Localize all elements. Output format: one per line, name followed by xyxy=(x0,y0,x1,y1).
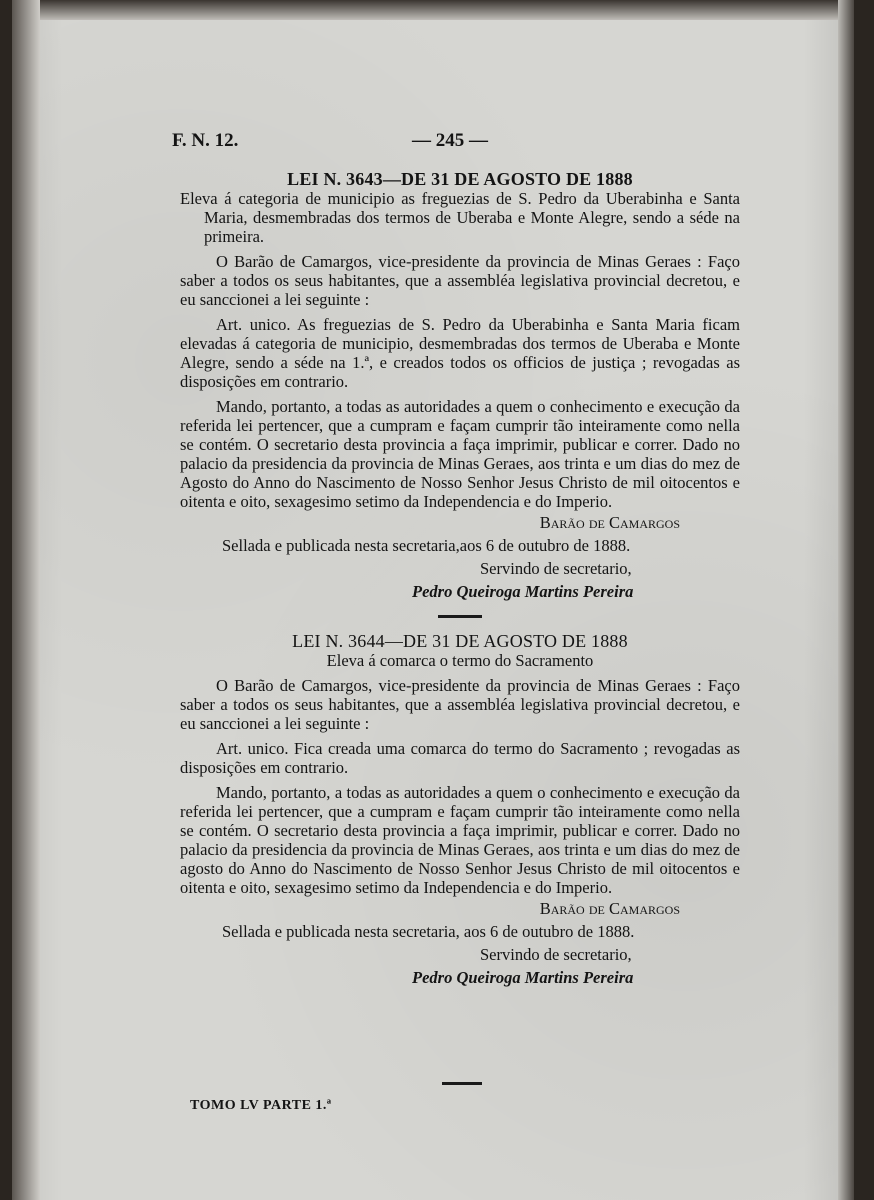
footer-separator xyxy=(442,1082,482,1085)
law-3643-secretary: Pedro Queiroga Martins Pereira xyxy=(412,582,634,601)
law-3644-secretary: Pedro Queiroga Martins Pereira xyxy=(412,968,634,987)
law-3643-preamble: O Barão de Camargos, vice-presidente da provincia de Minas Geraes : Faço saber a todos os seus habitantes, que a assembléa legislativa provincial decretou, e eu sanccionei a lei seguinte : xyxy=(180,252,740,309)
law-3643-summary: Eleva á categoria de municipio as freguezias de S. Pedro da Uberabinha e Santa Maria, desmembradas dos termos de Uberaba e Monte Alegre, sendo a séde na primeira. xyxy=(180,189,740,246)
law-3644-subtitle: Eleva á comarca o termo do Sacramento xyxy=(326,651,594,670)
running-header xyxy=(172,130,752,154)
page-top-edge xyxy=(12,0,854,20)
law-3644-article: Art. unico. Fica creada uma comarca do termo do Sacramento ; revogadas as disposições em contrario. xyxy=(180,739,740,777)
law-3643-signature: Barão de Camargos xyxy=(539,513,680,532)
law-3643-sealed: Sellada e publicada nesta secretaria,aos 6 de outubro de 1888. xyxy=(222,536,631,555)
law-3643-serving: Servindo de secretario, xyxy=(480,559,632,578)
law-3644-serving: Servindo de secretario, xyxy=(480,945,632,964)
page-right-edge xyxy=(838,0,854,1200)
law-3644-preamble: O Barão de Camargos, vice-presidente da provincia de Minas Geraes : Faço saber a todos os seus habitantes, que a assembléa legislativa provincial decretou, e eu sanccionei a lei seguinte : xyxy=(180,676,740,733)
law-3644-enactment: Mando, portanto, a todas as autoridades a quem o conhecimento e execução da referida lei pertencer, que a cumpram e façam cumprir tão inteiramente como nella se contém. O secretario desta provincia a faça imprimir, publicar e correr. Dado no palacio da presidencia da provincia de Minas Geraes, aos trinta e um dias do mez de agosto do Anno do Nascimento de Nosso Senhor Jesus Christo de mil oitocentos e oitenta e oito, sexagesimo setimo da Independencia e do Imperio. xyxy=(180,783,740,897)
law-3643 xyxy=(180,170,740,987)
scanned-page xyxy=(12,0,854,1200)
law-3643-article: Art. unico. As freguezias de S. Pedro da Uberabinha e Santa Maria ficam elevadas á categoria de municipio, desmembradas dos termos de Uberaba e Monte Alegre, sendo a séde na 1.ª, e creados todos os officios de justiça ; revogadas as disposições em contrario. xyxy=(180,315,740,391)
law-3644-sealed: Sellada e publicada nesta secretaria, aos 6 de outubro de 1888. xyxy=(222,922,635,941)
page-number: — 245 — xyxy=(412,130,488,151)
law-3644-signature: Barão de Camargos xyxy=(539,899,680,918)
law-3643-title: LEI N. 3643—DE 31 DE AGOSTO DE 1888 xyxy=(287,169,633,189)
section-separator xyxy=(438,615,482,618)
law-3643-enactment: Mando, portanto, a todas as autoridades a quem o conhecimento e execução da referida lei pertencer, que a cumpram e façam cumprir tão inteiramente como nella se contém. O secretario desta provincia a faça imprimir, publicar e correr. Dado no palacio da presidencia da provincia de Minas Geraes, aos trinta e um dias do mez de Agosto do Anno do Nascimento de Nosso Senhor Jesus Christo de mil oitocentos e oitenta e oito, sexagesimo setimo da Independencia e do Imperio. xyxy=(180,397,740,511)
law-3644-title: LEI N. 3644—DE 31 DE AGOSTO DE 1888 xyxy=(292,631,628,651)
page-left-edge xyxy=(12,0,40,1200)
collection-mark: F. N. 12. xyxy=(172,130,239,151)
volume-footer: TOMO LV PARTE 1.ª xyxy=(190,1098,332,1113)
